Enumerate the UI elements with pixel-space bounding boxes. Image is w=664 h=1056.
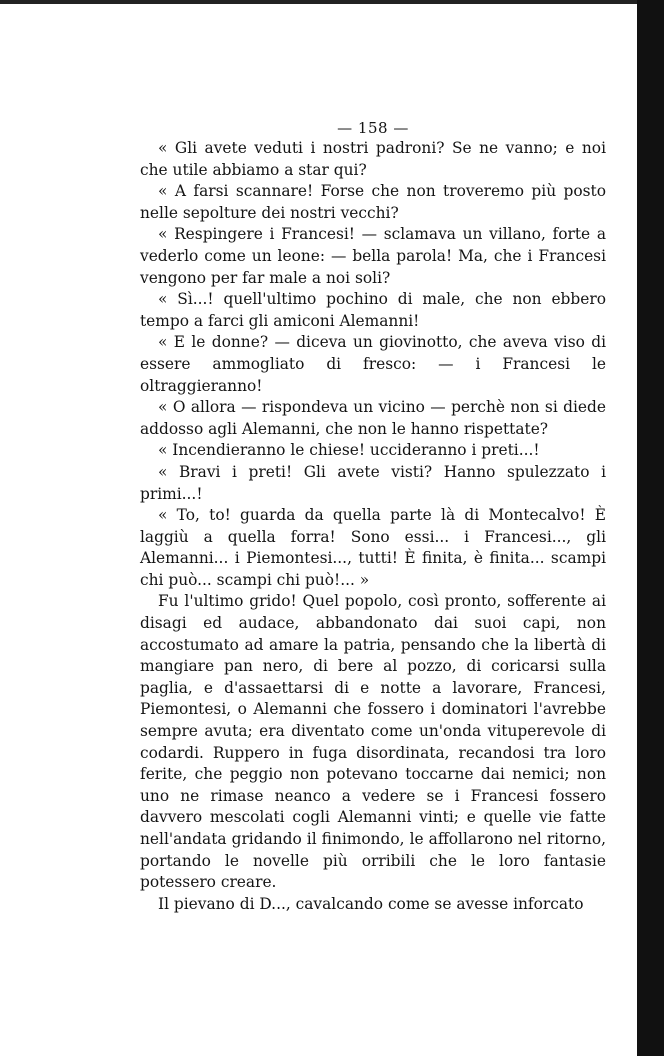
- scan-top-edge: [0, 0, 664, 4]
- paragraph: « E le donne? — diceva un giovinotto, che aveva viso di essere ammogliato di fresco: — i Francesi le oltraggieranno!: [140, 333, 606, 395]
- paragraph: Fu l'ultimo grido! Quel popolo, così pronto, sofferente ai disagi ed audace, abbandonato dai suoi capi, non accostumato ad amare la patria, pensando che la libertà di mangiare pan nero, di bere al pozzo, di coricarsi sulla paglia, e d'assaettarsi di e notte a lavorare, Francesi, Piemontesi, o Alemanni che fossero i dominatori l'avrebbe sempre avuta; era diventato come un'onda vituperevole di codardi. Ruppero in fuga disordinata, recandosi tra loro ferite, che peggio non potevano toccarne dai nemici; non uno ne rimase neanco a vedere se i Francesi fossero davvero mescolati cogli Alemanni vinti; e quelle vie fatte nell'andata gridando il finimondo, le affollarono nel ritorno, portando le novelle più orribili che le loro fantasie potessero creare.: [140, 592, 606, 892]
- scan-right-edge: [637, 0, 664, 1056]
- paragraph: « Sì...! quell'ultimo pochino di male, che non ebbero tempo a farci gli amiconi Alemanni!: [140, 290, 606, 330]
- paragraph: « O allora — rispondeva un vicino — perchè non si diede addosso agli Alemanni, che non le hanno rispettate?: [140, 398, 606, 438]
- paragraph: « Incendieranno le chiese! uccideranno i preti...!: [158, 441, 540, 460]
- paragraph: « Respingere i Francesi! — sclamava un villano, forte a vederlo come un leone: — bella parola! Ma, che i Francesi vengono per far male a noi soli?: [140, 225, 606, 287]
- paragraph: « A farsi scannare! Forse che non troveremo più posto nelle sepolture dei nostri vecchi?: [140, 182, 606, 222]
- paragraph: Il pievano di D..., cavalcando come se avesse inforcato: [158, 894, 584, 913]
- paragraph: « To, to! guarda da quella parte là di Montecalvo! È laggiù a quella forra! Sono essi... i Francesi..., gli Alemanni... i Piemontesi..., tutti! È finita, è finita... scampi chi può... scampi chi può!... »: [140, 506, 606, 589]
- paragraph: « Gli avete veduti i nostri padroni? Se ne vanno; e noi che utile abbiamo a star qui?: [140, 139, 606, 179]
- book-page: [140, 118, 606, 915]
- page-body: [140, 138, 606, 915]
- page-number: — 158 —: [337, 119, 409, 137]
- paragraph: « Bravi i preti! Gli avete visti? Hanno spulezzato i primi...!: [140, 462, 606, 503]
